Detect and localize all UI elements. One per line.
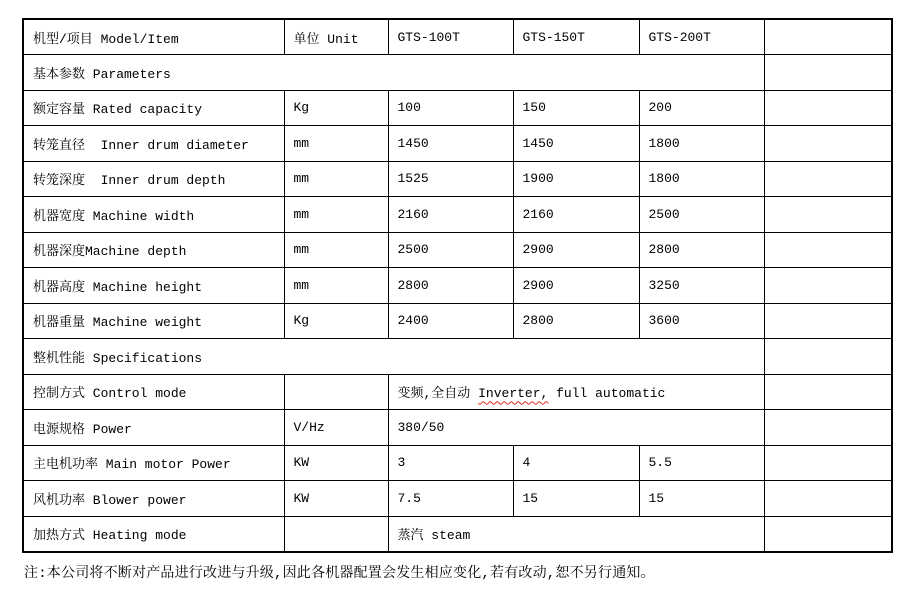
value-cell: 1450 [388, 126, 513, 162]
value-cell: 100 [388, 90, 513, 126]
section-row-parameters [23, 55, 892, 91]
section-row-specifications [23, 339, 892, 375]
spec-label-cell: 转笼直径 Inner drum diameter [23, 126, 284, 162]
merged-value-cell: 蒸汽 steam [388, 516, 764, 552]
unit-cell: mm [284, 232, 388, 268]
value-cell: 150 [513, 90, 639, 126]
unit-cell: KW [284, 445, 388, 481]
empty-cell [764, 445, 892, 481]
empty-cell [764, 161, 892, 197]
spec-label-cell: 转笼深度 Inner drum depth [23, 161, 284, 197]
merged-value-cell [388, 374, 764, 410]
unit-cell: KW [284, 481, 388, 517]
table-row-machine-weight [23, 303, 892, 339]
spec-label-cell: 机器深度Machine depth [23, 232, 284, 268]
unit-cell [284, 374, 388, 410]
empty-cell [764, 516, 892, 552]
table-row-main-motor-power [23, 445, 892, 481]
spec-label-cell: 电源规格 Power [23, 410, 284, 446]
model-column-header-gts200t: GTS-200T [639, 19, 764, 55]
table-row-heating-mode [23, 516, 892, 552]
table-row-blower-power [23, 481, 892, 517]
table-row-machine-height [23, 268, 892, 304]
empty-cell [764, 339, 892, 375]
empty-cell [764, 410, 892, 446]
section-header-cell: 基本参数 Parameters [23, 55, 764, 91]
empty-cell [764, 55, 892, 91]
value-cell: 2160 [513, 197, 639, 233]
spellcheck-word: Inverter, [478, 386, 549, 402]
unit-cell: Kg [284, 90, 388, 126]
empty-cell [764, 232, 892, 268]
merged-value-cell: 380/50 [388, 410, 764, 446]
spec-label-cell: 机器高度 Machine height [23, 268, 284, 304]
value-cell: 4 [513, 445, 639, 481]
unit-cell: mm [284, 161, 388, 197]
model-column-header-gts150t: GTS-150T [513, 19, 639, 55]
value-cell: 15 [513, 481, 639, 517]
empty-cell [764, 374, 892, 410]
value-cell: 7.5 [388, 481, 513, 517]
table-row-machine-depth [23, 232, 892, 268]
footer-note: 注:本公司将不断对产品进行改进与升级,因此各机器配置会发生相应变化,若有改动,恕不另行通知。 [24, 565, 655, 582]
control-mode-text: 变频,全自动 [397, 386, 479, 402]
value-cell: 1450 [513, 126, 639, 162]
value-cell: 2800 [639, 232, 764, 268]
value-cell: 1800 [639, 126, 764, 162]
value-cell: 3 [388, 445, 513, 481]
unit-cell: mm [284, 268, 388, 304]
spec-table [22, 18, 893, 553]
value-cell: 2800 [388, 268, 513, 304]
value-cell: 3600 [639, 303, 764, 339]
spec-label-cell: 控制方式 Control mode [23, 374, 284, 410]
table-row-inner-drum-diameter [23, 126, 892, 162]
unit-cell: Kg [284, 303, 388, 339]
value-cell: 2800 [513, 303, 639, 339]
spec-label-cell: 加热方式 Heating mode [23, 516, 284, 552]
value-cell: 1900 [513, 161, 639, 197]
spec-label-cell: 机器重量 Machine weight [23, 303, 284, 339]
value-cell: 5.5 [639, 445, 764, 481]
table-row-power-spec [23, 410, 892, 446]
value-cell: 1525 [388, 161, 513, 197]
empty-cell [764, 481, 892, 517]
spec-label-cell: 主电机功率 Main motor Power [23, 445, 284, 481]
empty-cell [764, 197, 892, 233]
control-mode-text: full automatic [548, 386, 666, 402]
value-cell: 2500 [639, 197, 764, 233]
section-header-cell: 整机性能 Specifications [23, 339, 764, 375]
value-cell: 1800 [639, 161, 764, 197]
spec-label-cell: 额定容量 Rated capacity [23, 90, 284, 126]
unit-cell: mm [284, 126, 388, 162]
value-cell: 200 [639, 90, 764, 126]
empty-cell [764, 126, 892, 162]
table-row-inner-drum-depth [23, 161, 892, 197]
empty-cell [764, 19, 892, 55]
value-cell: 15 [639, 481, 764, 517]
unit-cell: V/Hz [284, 410, 388, 446]
empty-cell [764, 268, 892, 304]
spec-label-cell: 机器宽度 Machine width [23, 197, 284, 233]
table-row-rated-capacity [23, 90, 892, 126]
value-cell: 2900 [513, 268, 639, 304]
model-item-header-cell: 机型/项目 Model/Item [23, 19, 284, 55]
unit-cell [284, 516, 388, 552]
empty-cell [764, 303, 892, 339]
value-cell: 2500 [388, 232, 513, 268]
table-row-control-mode [23, 374, 892, 410]
model-column-header-gts100t: GTS-100T [388, 19, 513, 55]
value-cell: 2160 [388, 197, 513, 233]
value-cell: 2900 [513, 232, 639, 268]
unit-header-cell: 单位 Unit [284, 19, 388, 55]
unit-cell: mm [284, 197, 388, 233]
spec-label-cell: 风机功率 Blower power [23, 481, 284, 517]
empty-cell [764, 90, 892, 126]
value-cell: 2400 [388, 303, 513, 339]
value-cell: 3250 [639, 268, 764, 304]
table-row-machine-width [23, 197, 892, 233]
table-header-row [23, 19, 892, 55]
